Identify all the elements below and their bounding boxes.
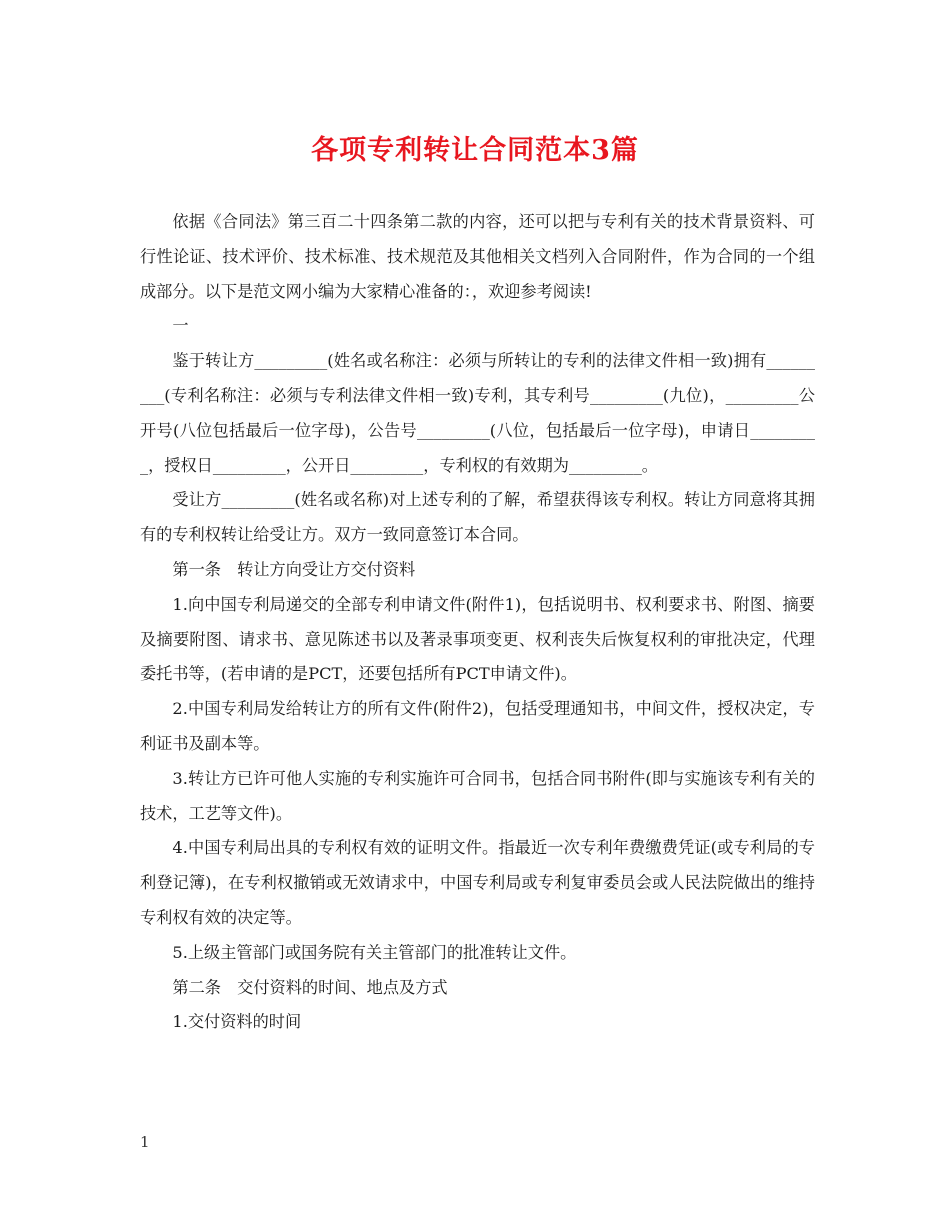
page-number: 1 [140,1133,150,1151]
document-body [140,205,815,1040]
document-title: 各项专利转让合同范本3篇 [311,135,639,166]
article-2-item-1: 1.交付资料的时间 [172,1012,302,1032]
section-marker-one: 一 [172,316,189,336]
article-2-heading: 第二条 交付资料的时间、地点及方式 [172,977,448,997]
article-1-item-4: 4.中国专利局出具的专利权有效的证明文件。指最近一次专利年费缴费凭证(或专利局的专利登记簿)，在专利权撤销或无效请求中，中国专利局或专利复审委员会或人民法院做出的维持专利权有效的决定等。 [140,838,815,927]
article-1-item-3: 3.转让方已许可他人实施的专利实施许可合同书，包括合同书附件(即与实施该专利有关的技术，工艺等文件)。 [140,768,815,823]
paragraph-recital-transferee: 受让方_________(姓名或名称)对上述专利的了解，希望获得该专利权。转让方同意将其拥有的专利权转让给受让方。双方一致同意签订本合同。 [140,490,815,545]
article-1-item-2: 2.中国专利局发给转让方的所有文件(附件2)，包括受理通知书，中间文件，授权决定，专利证书及副本等。 [140,699,815,753]
article-1-item-1: 1.向中国专利局递交的全部专利申请文件(附件1)，包括说明书、权利要求书、附图、摘要及摘要附图、请求书、意见陈述书以及著录事项变更、权利丧失后恢复权利的审批决定，代理委托书等，(若申请的是PCT，还要包括所有PCT申请文件)。 [140,594,815,684]
paragraph-intro: 依据《合同法》第三百二十四条第二款的内容，还可以把与专利有关的技术背景资料、可行性论证、技术评价、技术标准、技术规范及其他相关文档列入合同附件，作为合同的一个组成部分。以下是范文网小编为大家精心准备的：，欢迎参考阅读! [140,212,815,301]
article-1-heading: 第一条 转让方向受让方交付资料 [172,559,416,579]
paragraph-recital-transferor: 鉴于转让方_________(姓名或名称注：必须与所转让的专利的法律文件相一致)拥有_________(专利名称注：必须与专利法律文件相一致)专利，其专利号_________(九位)，_________公开号(八位包括最后一位字母)，公告号_________(八位，包括最后一位字母)，申请日_________，授权日_________，公开日_________，专利权的有效期为_________。 [140,351,815,475]
article-1-item-5: 5.上级主管部门或国务院有关主管部门的批准转让文件。 [172,942,577,962]
